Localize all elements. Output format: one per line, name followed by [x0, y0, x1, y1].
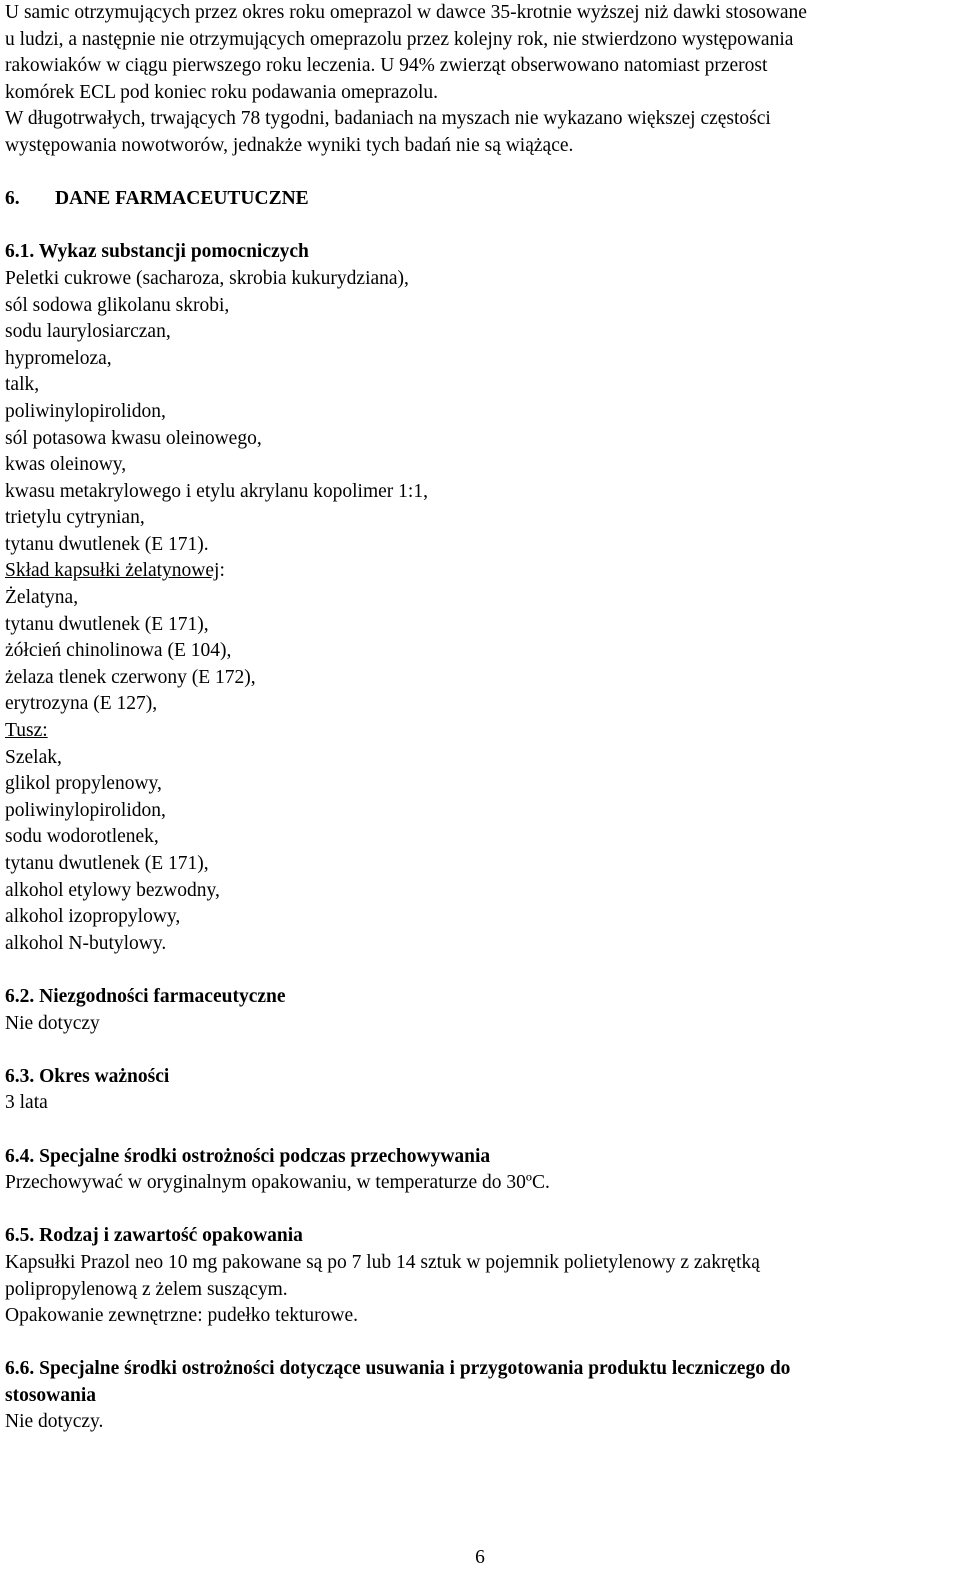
list-item: hypromeloza, — [5, 347, 112, 369]
spacer — [5, 160, 955, 187]
section-6-2-text: Nie dotyczy — [5, 1012, 100, 1034]
section-6-1 — [5, 239, 955, 957]
spacer — [5, 1037, 955, 1064]
section-6-6-heading-line: stosowania — [5, 1384, 97, 1406]
section-6-number: 6. — [5, 188, 20, 210]
list-item: trietylu cytrynian, — [5, 507, 145, 529]
section-6-6-heading-line: 6.6. Specjalne środki ostrożności dotyczące usuwania i przygotowania produktu leczniczego do — [5, 1358, 791, 1380]
document-body — [5, 0, 955, 1436]
list-item: poliwinylopirolidon, — [5, 400, 166, 422]
section-6-5-heading: 6.5. Rodzaj i zawartość opakowania — [5, 1225, 303, 1247]
list-item: alkohol N-butylowy. — [5, 932, 167, 954]
list-item: żelaza tlenek czerwony (E 172), — [5, 666, 256, 688]
list-item: tytanu dwutlenek (E 171), — [5, 853, 209, 874]
section-6-title: DANE FARMACEUTUCZNE — [55, 188, 309, 210]
list-item: żółcień chinolinowa (E 104), — [5, 640, 232, 662]
text-line: u ludzi, a następnie nie otrzymujących omeprazolu przez kolejny rok, nie stwierdzono występowania — [5, 28, 794, 50]
section-6-3-heading: 6.3. Okres ważności — [5, 1065, 170, 1087]
list-item: poliwinylopirolidon, — [5, 799, 166, 821]
spacer — [5, 957, 955, 984]
text-line: Kapsułki Prazol neo 10 mg pakowane są po 7 lub 14 sztuk w pojemnik polietylenowy z zakrętką — [5, 1251, 760, 1273]
section-6-3-text: 3 lata — [5, 1092, 48, 1114]
list-item: glikol propylenowy, — [5, 773, 162, 795]
list-item: kwasu metakrylowego i etylu akrylanu kopolimer 1:1, — [5, 480, 428, 502]
text-line: komórek ECL pod koniec roku podawania omeprazolu. — [5, 81, 439, 103]
list-item: alkohol etylowy bezwodny, — [5, 879, 220, 901]
list-item: Żelatyna, — [5, 587, 79, 609]
section-6-5 — [5, 1223, 955, 1329]
page-number: 6 — [475, 1547, 485, 1568]
spacer — [5, 213, 955, 240]
ink-label — [5, 718, 955, 745]
list-item: sodu wodorotlenek, — [5, 826, 159, 848]
list-item: erytrozyna (E 127), — [5, 693, 158, 715]
capsule-label-colon: : — [219, 560, 225, 582]
ink-label-text: Tusz: — [5, 720, 48, 742]
section-6-2 — [5, 984, 955, 1037]
text-line: polipropylenową z żelem suszącym. — [5, 1278, 288, 1300]
capsule-composition-label — [5, 558, 955, 585]
list-item: alkohol izopropylowy, — [5, 906, 181, 928]
section-6-4-heading: 6.4. Specjalne środki ostrożności podczas przechowywania — [5, 1145, 491, 1167]
list-item: Szelak, — [5, 746, 62, 768]
intro-paragraph — [5, 0, 955, 160]
spacer — [5, 1197, 955, 1224]
section-6-1-heading: 6.1. Wykaz substancji pomocniczych — [5, 241, 309, 263]
section-6-3 — [5, 1064, 955, 1117]
text-line: Opakowanie zewnętrzne: pudełko tekturowe. — [5, 1305, 359, 1327]
section-6-heading — [5, 186, 955, 213]
spacer — [5, 1117, 955, 1144]
section-6-2-heading: 6.2. Niezgodności farmaceutyczne — [5, 985, 286, 1007]
spacer — [5, 1330, 955, 1357]
list-item: Peletki cukrowe (sacharoza, skrobia kukurydziana), — [5, 267, 409, 289]
list-item: talk, — [5, 374, 40, 396]
list-item: sól sodowa glikolanu skrobi, — [5, 294, 230, 316]
list-item: tytanu dwutlenek (E 171). — [5, 533, 209, 555]
text-line: rakowiaków w ciągu pierwszego roku leczenia. U 94% zwierząt obserwowano natomiast przerost — [5, 55, 768, 77]
section-6-4 — [5, 1144, 955, 1197]
section-6-6-text: Nie dotyczy. — [5, 1411, 104, 1433]
section-6-4-text: Przechowywać w oryginalnym opakowaniu, w temperaturze do 30ºC. — [5, 1172, 550, 1194]
list-item: kwas oleinowy, — [5, 454, 127, 476]
list-item: sól potasowa kwasu oleinowego, — [5, 427, 262, 449]
list-item: sodu laurylosiarczan, — [5, 321, 171, 343]
text-line: występowania nowotworów, jednakże wyniki tych badań nie są wiążące. — [5, 134, 574, 156]
section-6-6 — [5, 1356, 955, 1436]
text-line: W długotrwałych, trwających 78 tygodni, badaniach na myszach nie wykazano większej częstości — [5, 108, 771, 130]
capsule-label-text: Skład kapsułki żelatynowej — [5, 560, 220, 582]
text-line: U samic otrzymujących przez okres roku omeprazol w dawce 35-krotnie wyższej niż dawki stosowane — [5, 2, 807, 23]
list-item: tytanu dwutlenek (E 171), — [5, 613, 209, 635]
